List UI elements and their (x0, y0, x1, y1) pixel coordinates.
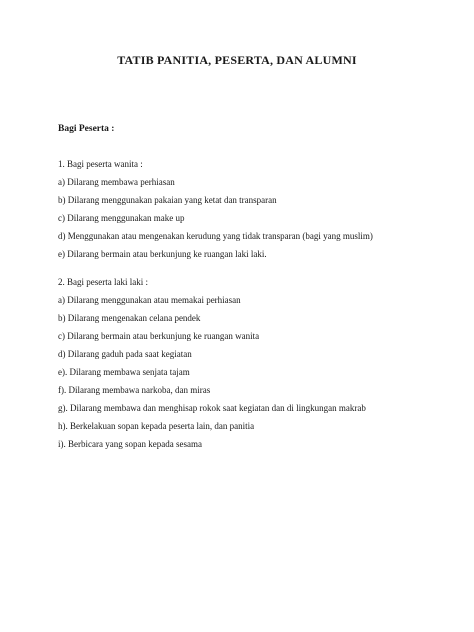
section-heading: Bagi Peserta : (58, 124, 115, 134)
men-rule-item: g). Dilarang membawa dan menghisap rokok saat kegiatan dan di lingkungan makrab (58, 403, 366, 413)
men-rule-item: a) Dilarang menggunakan atau memakai perhiasan (58, 295, 241, 305)
document-title: TATIB PANITIA, PESERTA, DAN ALUMNI (117, 53, 357, 67)
men-rule-item: f). Dilarang membawa narkoba, dan miras (58, 385, 211, 395)
men-rule-item: d) Dilarang gaduh pada saat kegiatan (58, 349, 192, 359)
men-rule-item: e). Dilarang membawa senjata tajam (58, 367, 190, 377)
men-rule-item: h). Berkelakuan sopan kepada peserta lain, dan panitia (58, 421, 255, 431)
men-rules-group (58, 273, 366, 453)
women-rule-item: a) Dilarang membawa perhiasan (58, 177, 175, 187)
women-rules-heading: 1. Bagi peserta wanita : (58, 159, 143, 169)
women-rule-item: c) Dilarang menggunakan make up (58, 213, 185, 223)
women-rules-group (58, 155, 373, 263)
men-rule-item: b) Dilarang mengenakan celana pendek (58, 313, 201, 323)
women-rule-item: d) Menggunakan atau mengenakan kerudung yang tidak transparan (bagi yang muslim) (58, 231, 373, 241)
men-rule-item: c) Dilarang bermain atau berkunjung ke ruangan wanita (58, 331, 260, 341)
women-rule-item: b) Dilarang menggunakan pakaian yang ketat dan transparan (58, 195, 277, 205)
men-rules-heading: 2. Bagi peserta laki laki : (58, 277, 148, 287)
women-rule-item: e) Dilarang bermain atau berkunjung ke ruangan laki laki. (58, 249, 267, 259)
men-rule-item: i). Berbicara yang sopan kepada sesama (58, 439, 202, 449)
